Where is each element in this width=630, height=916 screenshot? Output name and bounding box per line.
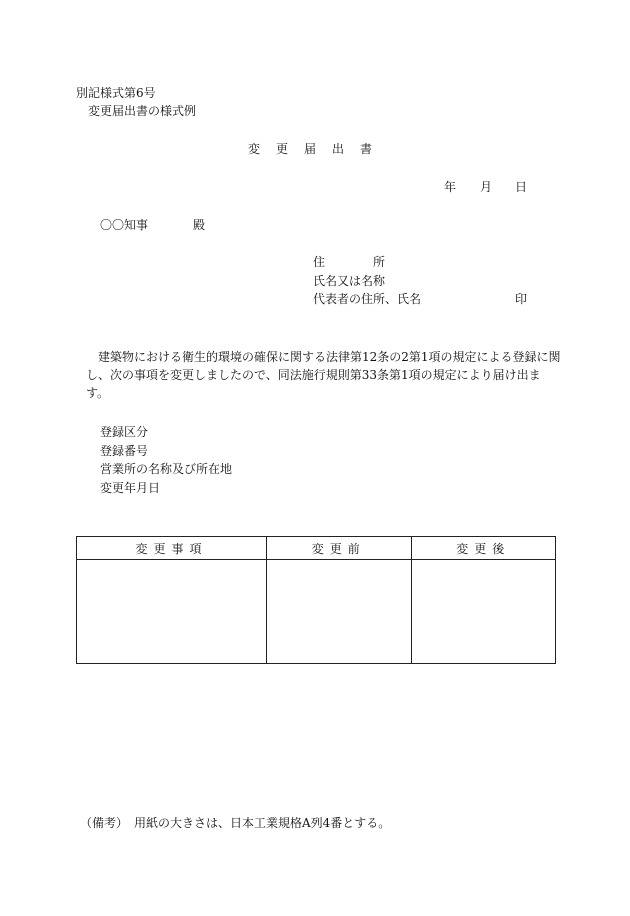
header-before: 変更前: [267, 537, 411, 560]
body-line: 建築物における衛生的環境の確保に関する法律第12条の2第1項の規定による登録に関: [86, 350, 561, 364]
form-number: 別記様式第6号: [76, 86, 156, 100]
header-change-item: 変更事項: [77, 537, 267, 560]
cell-after: [411, 560, 555, 664]
item-label: 変更年月日: [100, 481, 161, 495]
body-line: し、次の事項を変更しましたので、同法施行規則第33条第1項の規定により届け出ま: [86, 368, 541, 382]
item-label: 営業所の名称及び所在地: [100, 462, 233, 476]
change-table: [76, 536, 556, 664]
applicant-address-label: 住 所: [313, 255, 386, 269]
cell-before: [267, 560, 411, 664]
date-day: 日: [515, 180, 528, 194]
addressee-honorific: 殿: [193, 218, 206, 232]
cell-change-item: [77, 560, 267, 664]
date-year: 年: [444, 180, 457, 194]
date-month: 月: [480, 180, 493, 194]
body-line: す。: [86, 386, 110, 400]
document-title: 変 更 届 出 書: [248, 142, 375, 156]
header-after: 変更後: [411, 537, 555, 560]
item-label: 登録番号: [100, 444, 149, 458]
representative-label: 代表者の住所、氏名: [313, 292, 422, 306]
item-label: 登録区分: [100, 425, 149, 439]
note: （備考） 用紙の大きさは、日本工業規格A列4番とする。: [80, 816, 391, 830]
addressee-name: 〇〇知事: [100, 218, 149, 232]
subtitle: 変更届出書の様式例: [88, 104, 197, 118]
applicant-name-label: 氏名又は名称: [313, 274, 386, 288]
seal-mark: 印: [515, 292, 528, 306]
